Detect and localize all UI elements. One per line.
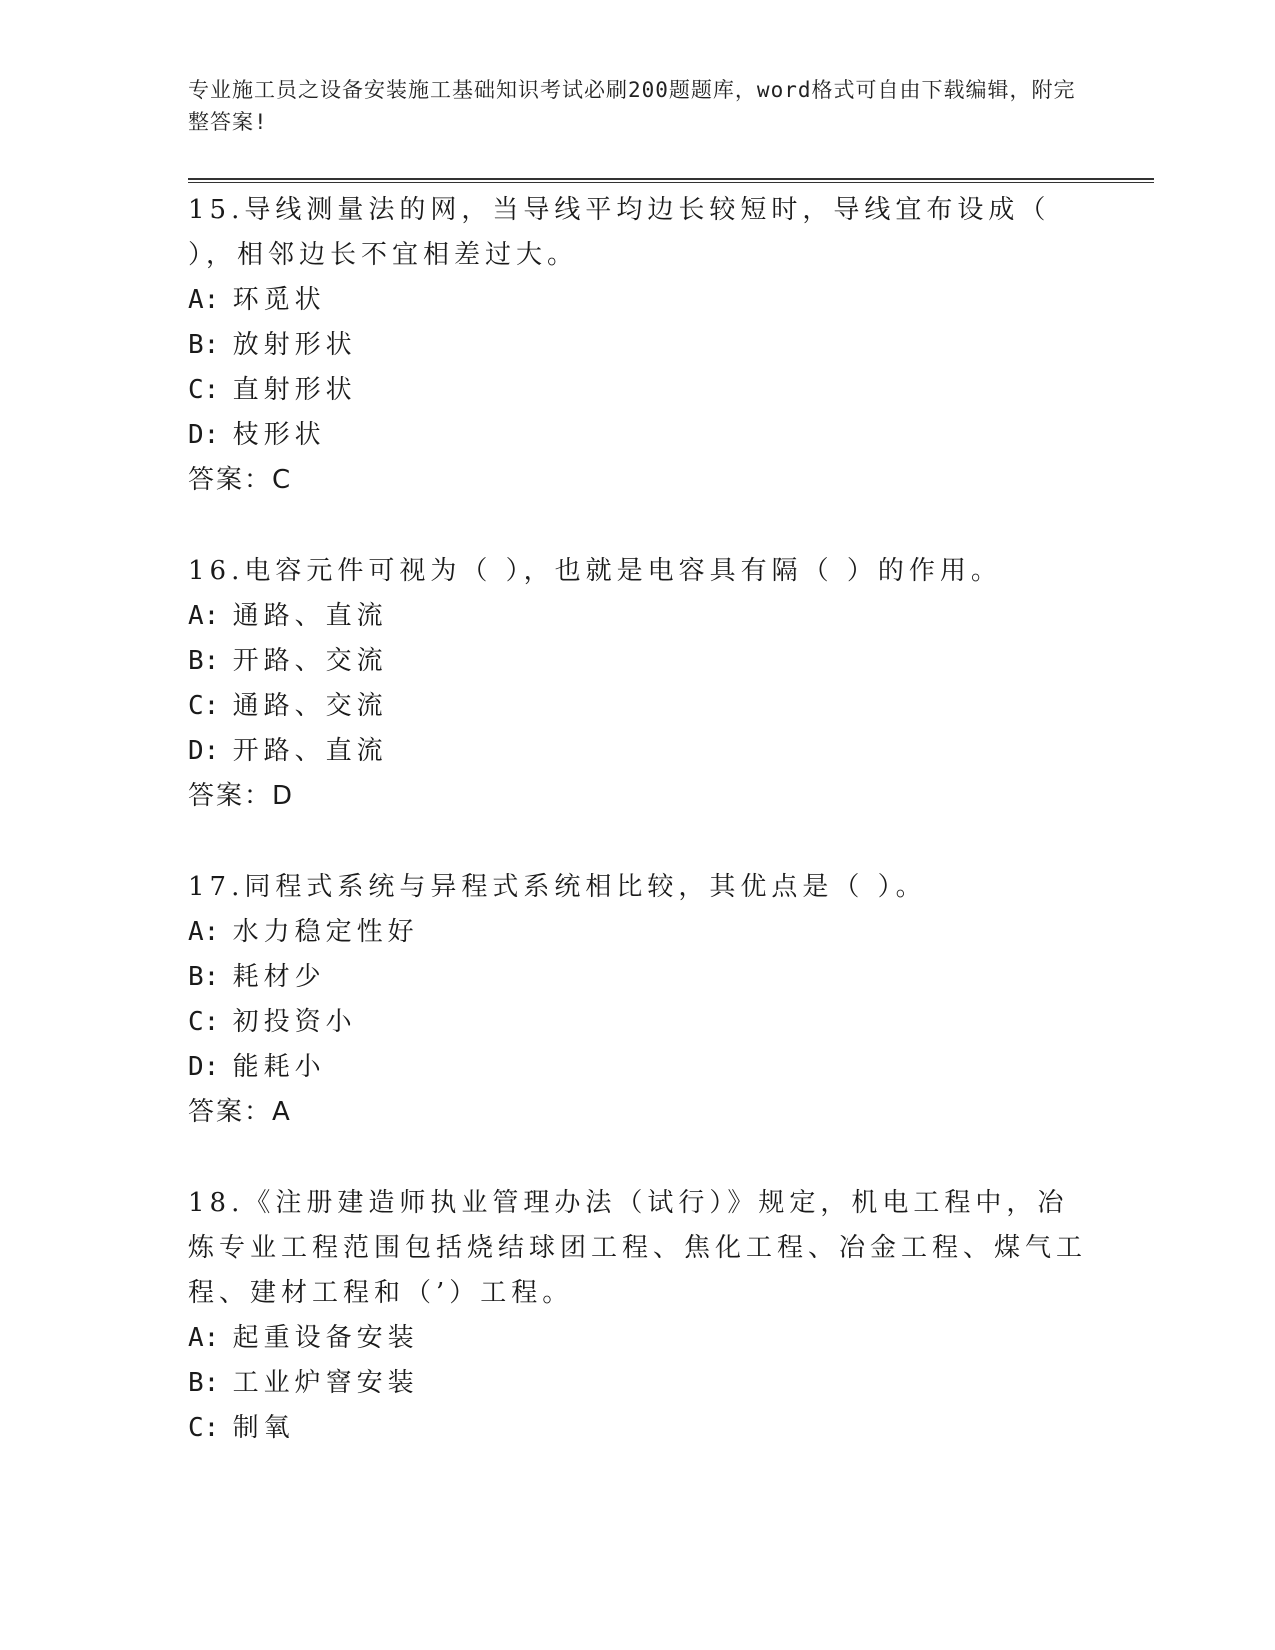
option-letter: A: — [188, 917, 220, 947]
option-letter: C: — [188, 1007, 220, 1037]
option-text: 开路、直流 — [232, 736, 388, 766]
option-letter: A: — [188, 285, 220, 315]
option-text: 通路、直流 — [232, 601, 388, 631]
option-letter: D: — [188, 1052, 220, 1082]
option-a — [188, 594, 1088, 639]
option-d — [188, 1045, 1088, 1090]
option-text: 开路、交流 — [232, 646, 388, 676]
option-a — [188, 278, 1088, 323]
option-letter: D: — [188, 736, 220, 766]
option-letter: B: — [188, 1368, 220, 1398]
option-letter: C: — [188, 691, 220, 721]
question-stem: 18.《注册建造师执业管理办法（试行）》规定，机电工程中，冶炼专业工程范围包括烧结球团工程、焦化工程、冶金工程、煤气工程、建材工程和（’）工程。 — [188, 1188, 1088, 1308]
option-text: 环觅状 — [232, 285, 326, 315]
option-text: 耗材少 — [232, 962, 326, 992]
option-letter: A: — [188, 1323, 220, 1353]
option-a — [188, 1316, 1088, 1361]
question-17 — [188, 865, 1088, 1135]
option-letter: A: — [188, 601, 220, 631]
question-stem: 16.电容元件可视为（ ），也就是电容具有隔（ ）的作用。 — [188, 556, 1002, 586]
option-text: 起重设备安装 — [232, 1323, 419, 1353]
question-18 — [188, 1181, 1088, 1451]
option-letter: C: — [188, 375, 220, 405]
question-stem: 17.同程式系统与异程式系统相比较，其优点是（ ）。 — [188, 872, 927, 902]
option-letter: C: — [188, 1413, 220, 1443]
option-text: 初投资小 — [232, 1007, 357, 1037]
question-list — [188, 188, 1088, 1497]
option-letter: D: — [188, 420, 220, 450]
option-b — [188, 323, 1088, 368]
header-divider — [188, 178, 1154, 183]
option-c — [188, 1000, 1088, 1045]
option-text: 直射形状 — [232, 375, 357, 405]
option-c — [188, 1406, 1088, 1451]
option-c — [188, 368, 1088, 413]
option-d — [188, 413, 1088, 458]
option-b — [188, 955, 1088, 1000]
question-15 — [188, 188, 1088, 503]
option-letter: B: — [188, 646, 220, 676]
answer-line: 答案：C — [188, 465, 293, 495]
option-text: 工业炉窨安装 — [232, 1368, 419, 1398]
option-b — [188, 639, 1088, 684]
option-text: 枝形状 — [232, 420, 326, 450]
option-c — [188, 684, 1088, 729]
option-text: 能耗小 — [232, 1052, 326, 1082]
document-header: 专业施工员之设备安装施工基础知识考试必刷200题题库，word格式可自由下载编辑，附完整答案! — [188, 78, 1076, 134]
option-a — [188, 910, 1088, 955]
option-text: 水力稳定性好 — [232, 917, 419, 947]
option-text: 放射形状 — [232, 330, 357, 360]
option-text: 制氧 — [232, 1413, 295, 1443]
option-b — [188, 1361, 1088, 1406]
question-16 — [188, 549, 1088, 819]
option-d — [188, 729, 1088, 774]
option-text: 通路、交流 — [232, 691, 388, 721]
option-letter: B: — [188, 330, 220, 360]
question-stem: 15.导线测量法的网，当导线平均边长较短时，导线宜布设成（ ），相邻边长不宜相差过大。 — [188, 195, 1051, 270]
answer-line: 答案：D — [188, 781, 295, 811]
option-letter: B: — [188, 962, 220, 992]
answer-line: 答案：A — [188, 1097, 292, 1127]
